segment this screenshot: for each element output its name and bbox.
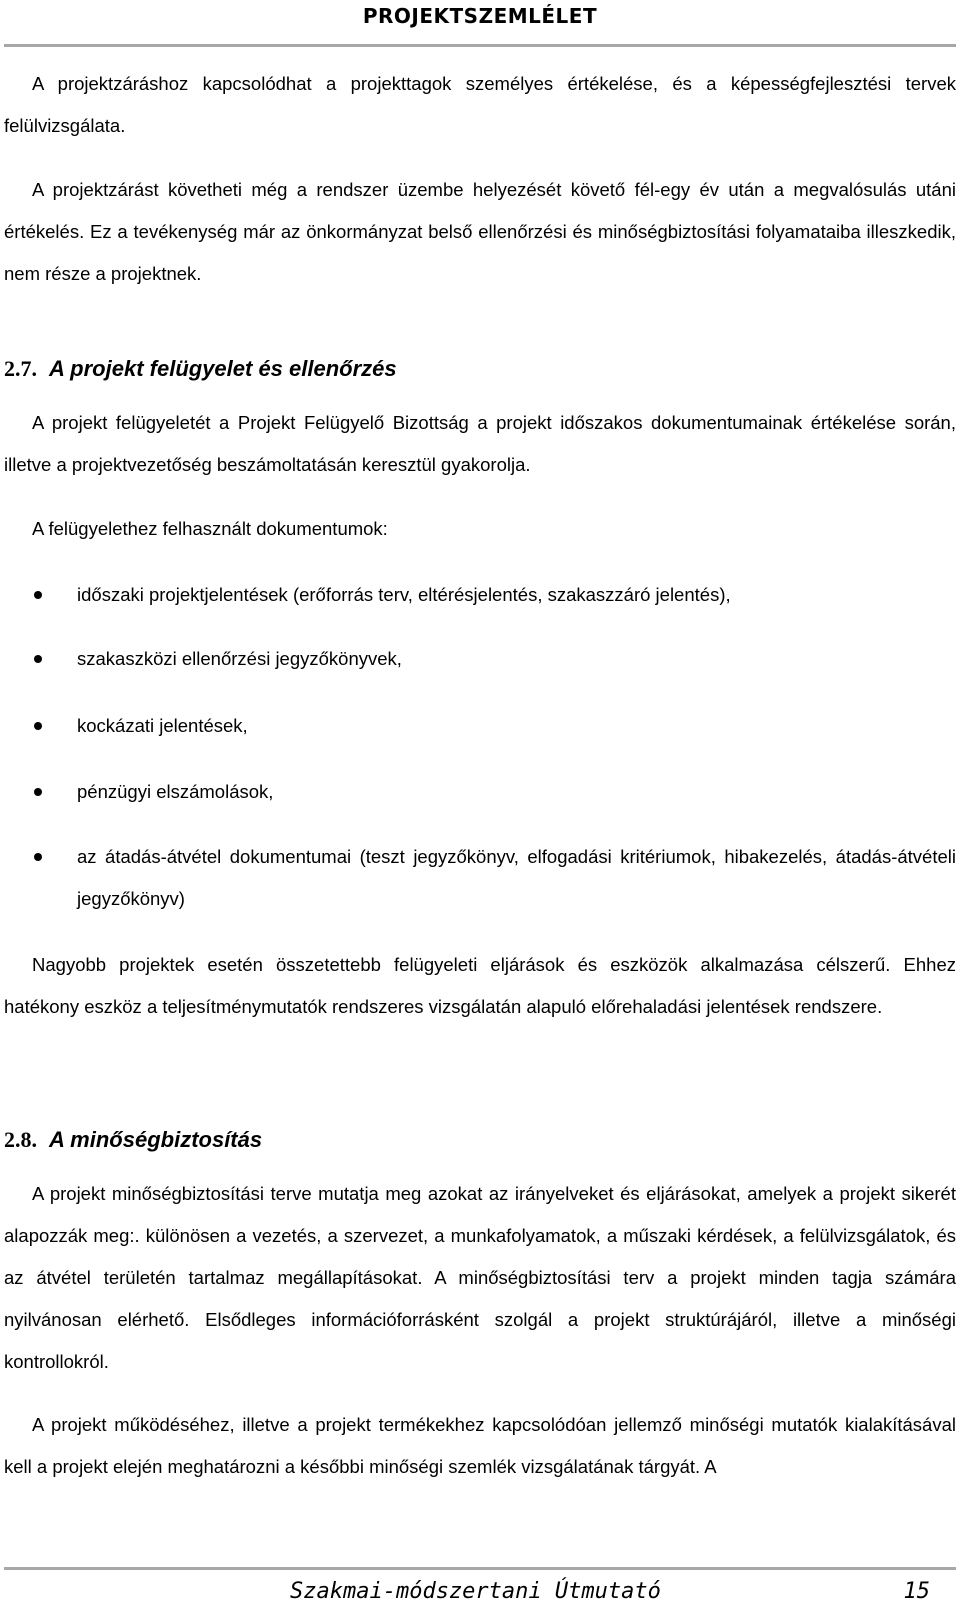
- bullet-icon: [34, 591, 42, 599]
- header-title: PROJEKTSZEMLÉLET: [362, 4, 598, 28]
- list-item-text: pénzügyi elszámolások,: [77, 781, 274, 802]
- intro-paragraph-2: A projektzárást követheti még a rendszer üzembe helyezését követő fél-egy év után a megvalósulás utáni értékelés. Ez a tevékenység már az önkormányzat belső ellenőrzési és minőségbiztosítási folyamataiba illeszkedik, nem része a projektnek.: [4, 179, 956, 284]
- section-title: A minőségbiztosítás: [49, 1127, 263, 1152]
- footer-divider: [4, 1567, 956, 1570]
- section-2-8-paragraph-1: A projekt minőségbiztosítási terve mutatja meg azokat az irányelveket és eljárásokat, amelyek a projekt sikerét alapozzák meg:. különösen a vezetés, a szervezet, a munkafolyamatok, a műszaki kérdések, a felülvizsgálatok, és az átvétel területén tartalmaz megállapításokat. A minőségbiztosítási terv a projekt minden tagja számára nyilvánosan elérhető. Elsődleges információforrásként szolgál a projekt struktúrájáról, illetve a minőségi kontrollokról.: [4, 1183, 956, 1372]
- list-item-text: szakaszközi ellenőrzési jegyzőkönyvek,: [77, 648, 402, 669]
- page-number: 15: [903, 1579, 930, 1604]
- section-title: A projekt felügyelet és ellenőrzés: [49, 356, 397, 381]
- section-number: 2.7.: [4, 356, 37, 381]
- intro-paragraph-1: A projektzáráshoz kapcsolódhat a projekttagok személyes értékelése, és a képességfejlesztési tervek felülvizsgálata.: [4, 73, 956, 136]
- list-item-text: időszaki projektjelentések (erőforrás terv, eltérésjelentés, szakaszzáró jelentés),: [77, 584, 731, 605]
- list-item-text: kockázati jelentések,: [77, 715, 248, 736]
- bullet-icon: [34, 722, 42, 730]
- section-heading-2-8: [4, 1125, 262, 1155]
- section-2-8-paragraph-2: A projekt működéséhez, illetve a projekt termékekhez kapcsolódóan jellemző minőségi mutatók kialakításával kell a projekt elején meghatározni a későbbi minőségi szemlék vizsgálatának tárgyát. A: [4, 1414, 956, 1477]
- footer-title: Szakmai-módszertani Útmutató: [290, 1579, 661, 1604]
- section-heading-2-7: [4, 354, 397, 384]
- section-2-7-paragraph-1: A projekt felügyeletét a Projekt Felügyelő Bizottság a projekt időszakos dokumentumainak értékelése során, illetve a projektvezetőség beszámoltatásán keresztül gyakorolja.: [4, 412, 956, 475]
- page-header: [0, 0, 960, 32]
- bullet-icon: [34, 788, 42, 796]
- list-item-text: az átadás-átvétel dokumentumai (teszt jegyzőkönyv, elfogadási kritériumok, hibakezelés, átadás-átvételi jegyzőkönyv): [77, 846, 956, 909]
- bullet-icon: [34, 655, 42, 663]
- header-divider: [4, 44, 956, 47]
- section-2-7-paragraph-2: A felügyelethez felhasznált dokumentumok:: [32, 518, 388, 539]
- section-2-7-paragraph-3: Nagyobb projektek esetén összetettebb felügyeleti eljárások és eszközök alkalmazása célszerű. Ehhez hatékony eszköz a teljesítménymutatók rendszeres vizsgálatán alapuló előrehaladási jelentések rendszere.: [4, 954, 956, 1017]
- bullet-icon: [34, 853, 42, 861]
- section-number: 2.8.: [4, 1127, 37, 1152]
